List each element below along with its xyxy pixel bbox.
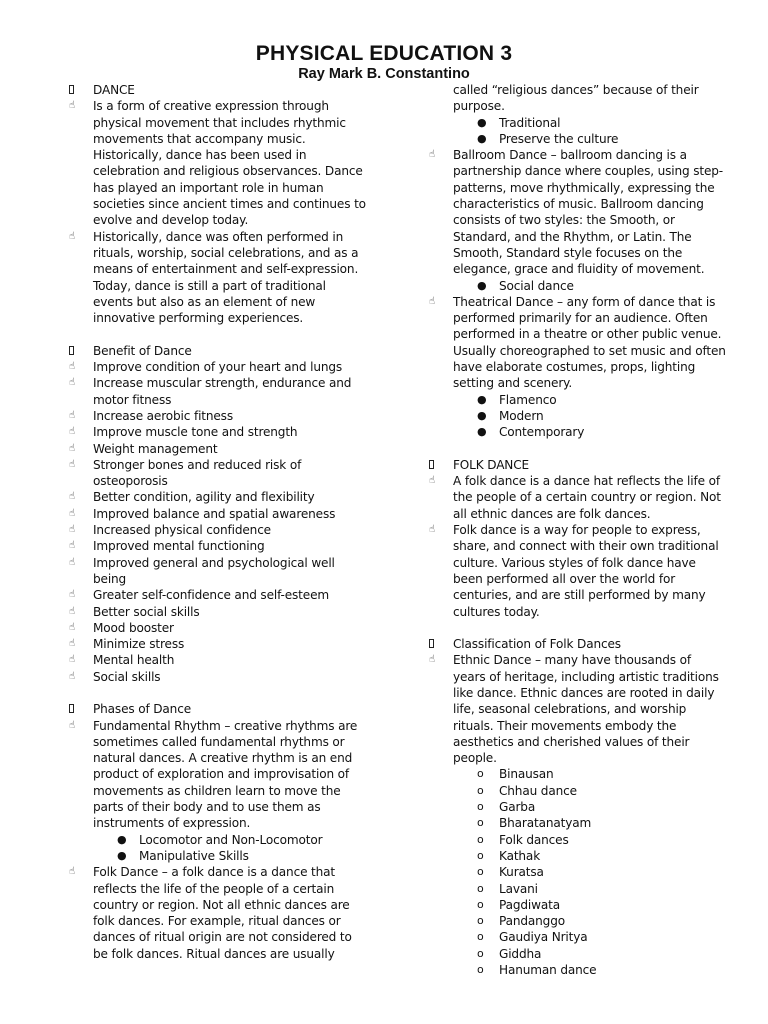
bullet-icon: ● [477,131,487,145]
circle-bullet-icon: o [477,865,484,879]
sub-list-item: o Garba [477,800,536,815]
circle-bullet-icon: o [477,946,484,960]
list-item: ☝ Ethnic Dance – many have thousands of years of heritage, including artistic traditions like dance. Ethnic dances are rooted in daily life, seasonal celebrations, and worship rituals. Their movements embody the aesthetics and cherished values of their people. [429,653,719,766]
list-item: ☝ Increase aerobic fitness [69,408,233,423]
sub-list-item: o Lavani [477,881,538,896]
sub-list-item: o Gaudiya Nritya [477,930,588,945]
list-item: ☝ Better condition, agility and flexibility [69,490,315,505]
pointing-hand-icon: ☝ [69,556,75,568]
list-item: ☝ A folk dance is a dance hat reflects the life of the people of a certain country or region. Not all ethnic dances are folk dances. [429,474,721,521]
pointing-hand-icon: ☝ [69,361,75,373]
pointing-hand-icon: ☝ [429,654,435,666]
pointing-hand-icon: ☝ [69,605,75,617]
list-item: ☝ Increase muscular strength, endurance and motor fitness [69,376,352,407]
sub-list-item: ● Modern [477,408,544,423]
circle-bullet-icon: o [477,848,484,862]
list-item: ☝ Better social skills [69,604,200,619]
sub-list-item: o Pagdiwata [477,897,560,912]
list-item: ☝ Improved mental functioning [69,539,265,554]
pointing-hand-icon: ☝ [69,507,75,519]
list-item: ☝ Improve condition of your heart and lungs [69,360,343,375]
list-item: ☝ Mood booster [69,620,174,635]
list-item: ☝ Greater self-confidence and self-esteem [69,588,329,603]
pointing-hand-icon: ☝ [69,491,75,503]
section-heading-dance: DANCE [67,82,367,98]
circle-bullet-icon: o [477,832,484,846]
pointing-hand-icon: ☝ [69,540,75,552]
list-item: ☝ Fundamental Rhythm – creative rhythms are sometimes called fundamental rhythms or natural dances. A creative rhythm is an end product of exploration and improvisation of movements as children learn to move the parts of their body and to use them as instruments of expression. [69,718,358,831]
pointing-hand-icon: ☝ [69,719,75,731]
sub-list-item: ● Contemporary [477,425,585,440]
bullet-icon: ● [477,278,487,292]
pointing-hand-icon: ☝ [69,426,75,438]
sub-list-item: ● Social dance [477,278,574,293]
pointing-hand-icon: ☝ [69,442,75,454]
list-item-continued: called “religious dances” because of their purpose. [453,83,699,114]
section-heading-phases: Phases of Dance [67,701,367,717]
circle-bullet-icon: o [477,816,484,830]
list-item: ☝ Improve muscle tone and strength [69,425,298,440]
sub-list-item: o Pandanggo [477,914,565,929]
sub-list-item: o Hanuman dance [477,963,597,978]
section-heading-benefit: Benefit of Dance [67,343,367,359]
list-item: ☝ Mental health [69,653,175,668]
circle-bullet-icon: o [477,914,484,928]
circle-bullet-icon: o [477,897,484,911]
bullet-icon: ● [477,392,487,406]
sub-list-item: ● Traditional [477,115,561,130]
bullet-icon: ● [477,425,487,439]
sub-list-item: o Binausan [477,767,554,782]
pointing-hand-icon: ☝ [429,475,435,487]
sub-list-item: o Kathak [477,848,541,863]
pointing-hand-icon: ☝ [69,377,75,389]
list-item: ☝ Minimize stress [69,637,185,652]
bullet-icon: ● [117,832,127,846]
circle-bullet-icon: o [477,800,484,814]
right-column [427,82,727,978]
pointing-hand-icon: ☝ [69,409,75,421]
bullet-icon: ● [477,408,487,422]
pointing-hand-icon: ☝ [429,295,435,307]
list-item: ☝ Stronger bones and reduced risk of osteoporosis [69,457,302,489]
pointing-hand-icon: ☝ [69,524,75,536]
circle-bullet-icon: o [477,963,484,977]
document-title: PHYSICAL EDUCATION 3 [255,42,513,65]
pointing-hand-icon: ☝ [69,638,75,650]
list-item: ☝ Increased physical confidence [69,523,271,538]
circle-bullet-icon: o [477,783,484,797]
circle-bullet-icon: o [477,881,484,895]
pointing-hand-icon: ☝ [69,100,75,112]
pointing-hand-icon: ☝ [69,866,75,878]
sub-list-item: o Folk dances [477,832,569,847]
pointing-hand-icon: ☝ [429,524,435,536]
sub-list-item: ● Flamenco [477,392,557,407]
sub-list-item: o Bharatanatyam [477,816,592,831]
section-heading-folk-dance: FOLK DANCE [427,457,727,473]
list-item: ☝ Weight management [69,441,218,456]
bullet-icon: ● [117,848,127,862]
list-item: ☝ Is a form of creative expression through physical movement that includes rhythmic movements that accompany music. Historically, dance has been used in celebration and religious observances. Dance has played an important role in human societies since ancient times and continues to evolve and develop today. [69,99,366,228]
sub-list-item: ● Preserve the culture [477,131,619,146]
list-item: ☝ Improved general and psychological well being [69,555,335,586]
list-item: ☝ Historically, dance was often performed in rituals, worship, social celebrations, and as a means of entertainment and self-expression. Today, dance is still a part of traditional events but also as an element of new innovative performing experiences. [69,229,359,326]
sub-list-item: o Chhau dance [477,783,577,798]
document-author: Ray Mark B. Constantino [298,66,470,82]
sub-list-item: o Kuratsa [477,865,544,880]
pointing-hand-icon: ☝ [69,621,75,633]
sub-list-item: ● Locomotor and Non-Locomotor [117,832,323,847]
list-item: ☝ Social skills [69,669,161,684]
pointing-hand-icon: ☝ [69,654,75,666]
pointing-hand-icon: ☝ [429,149,435,161]
pointing-hand-icon: ☝ [69,458,75,470]
sub-list-item: ● Manipulative Skills [117,848,249,863]
list-item: ☝ Theatrical Dance – any form of dance that is performed primarily for an audience. Often performed in a theatre or other public venue. Usually choreographed to set music and often have elaborate costumes, props, lighting setting and scenery. [429,294,726,391]
circle-bullet-icon: o [477,930,484,944]
list-item: ☝ Folk Dance – a folk dance is a dance that reflects the life of the people of a certain country or region. Not all ethnic dances are folk dances. For example, ritual dances or dances of ritual origin are not considered to be folk dances. Ritual dances are usually [69,865,352,961]
section-heading-classification: Classification of Folk Dances [427,636,727,652]
pointing-hand-icon: ☝ [69,670,75,682]
list-item: ☝ Folk dance is a way for people to express, share, and connect with their own traditional culture. Various styles of folk dance have been performed all over the world for centuries, and are still performed by many cultures today. [429,523,719,619]
sub-list-item: o Giddha [477,946,542,961]
pointing-hand-icon: ☝ [69,589,75,601]
list-item: ☝ Ballroom Dance – ballroom dancing is a partnership dance where couples, using step-patterns, move rhythmically, expressing the characteristics of music. Ballroom dancing consists of two styles: the Smooth, or Standard, and the Rhythm, or Latin. The Smooth, Standard style focuses on the elegance, grace and fluidity of movement. [429,148,724,277]
left-column [67,82,367,962]
bullet-icon: ● [477,115,487,129]
list-item: ☝ Improved balance and spatial awareness [69,506,336,521]
pointing-hand-icon: ☝ [69,230,75,242]
circle-bullet-icon: o [477,767,484,781]
